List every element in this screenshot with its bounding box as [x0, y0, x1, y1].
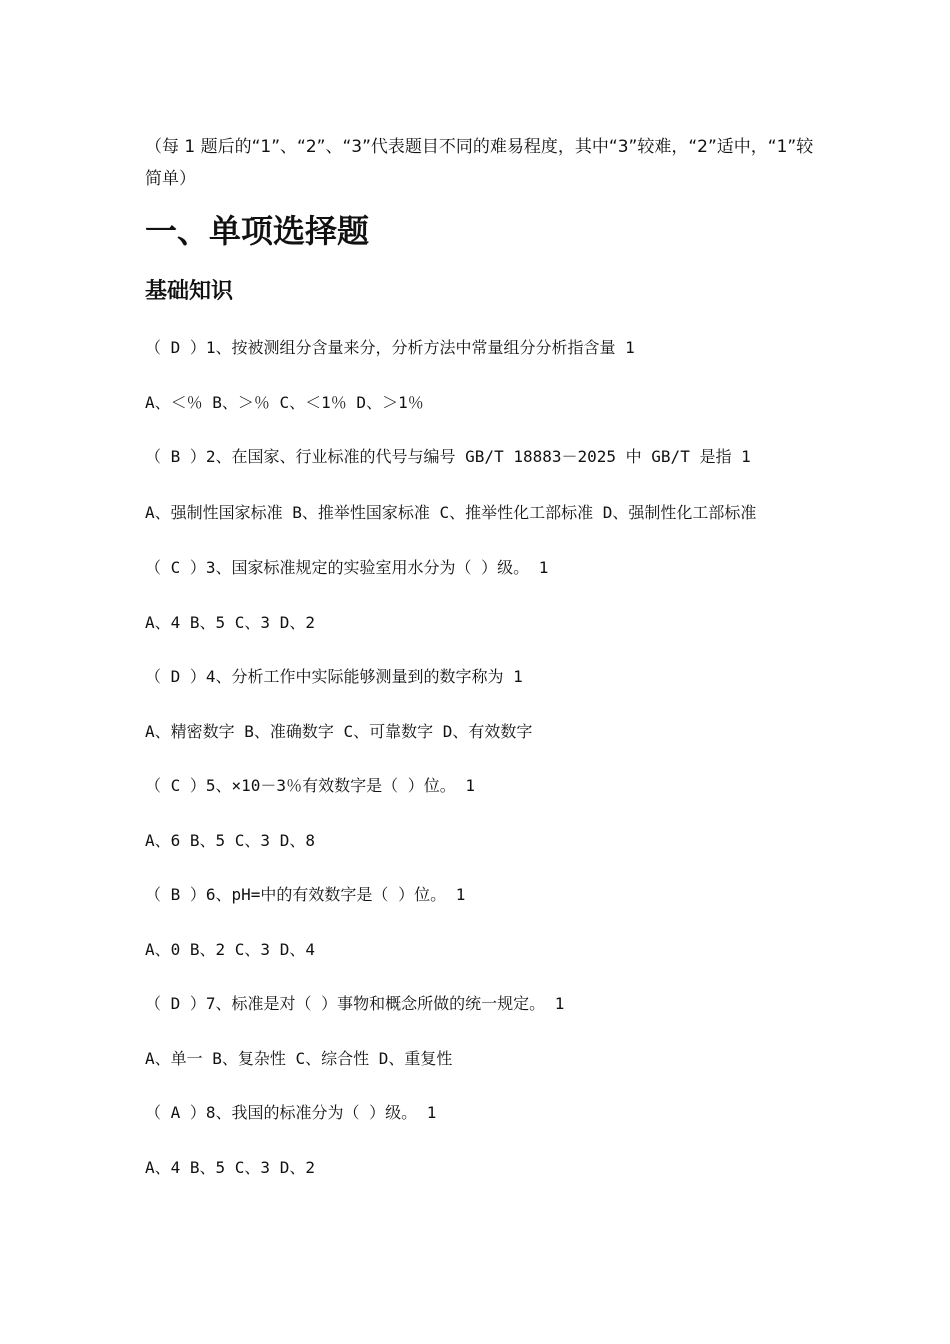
subsection-title: 基础知识: [145, 279, 234, 304]
options-8: A、4 B、5 C、3 D、2: [145, 1157, 315, 1177]
question-5: （ C ）5、×10－3％有效数字是（ ）位。 1: [145, 776, 475, 795]
options-5: A、6 B、5 C、3 D、8: [145, 830, 315, 850]
options-6: A、0 B、2 C、3 D、4: [145, 939, 315, 959]
question-6: （ B ）6、pH=中的有效数字是（ ）位。 1: [145, 885, 466, 904]
document-page: [145, 131, 815, 1207]
question-2: （ B ）2、在国家、行业标准的代号与编号 GB/T 18883－2025 中 GB/T 是指 1: [145, 447, 751, 466]
question-list: [145, 333, 815, 1183]
options-4: A、精密数字 B、准确数字 C、可靠数字 D、有效数字: [145, 721, 533, 741]
question-4: （ D ）4、分析工作中实际能够测量到的数字称为 1: [145, 667, 523, 686]
question-8: （ A ）8、我国的标准分为（ ）级。 1: [145, 1103, 437, 1122]
question-7: （ D ）7、标准是对（ ）事物和概念所做的统一规定。 1: [145, 994, 565, 1013]
question-3: （ C ）3、国家标准规定的实验室用水分为（ ）级。 1: [145, 558, 549, 577]
options-7: A、单一 B、复杂性 C、综合性 D、重复性: [145, 1048, 453, 1068]
question-1: （ D ）1、按被测组分含量来分，分析方法中常量组分分析指含量 1: [145, 338, 635, 357]
section-title: 一、单项选择题: [145, 212, 370, 250]
options-1: A、＜％ B、＞％ C、＜1％ D、＞1％: [145, 392, 424, 412]
options-3: A、4 B、5 C、3 D、2: [145, 612, 315, 632]
options-2: A、强制性国家标准 B、推举性国家标准 C、推举性化工部标准 D、强制性化工部标准: [145, 502, 757, 522]
difficulty-note: （每 1 题后的“1”、“2”、“3”代表题目不同的难易程度，其中“3”较难，“2”适中，“1”较简单）: [145, 137, 814, 189]
